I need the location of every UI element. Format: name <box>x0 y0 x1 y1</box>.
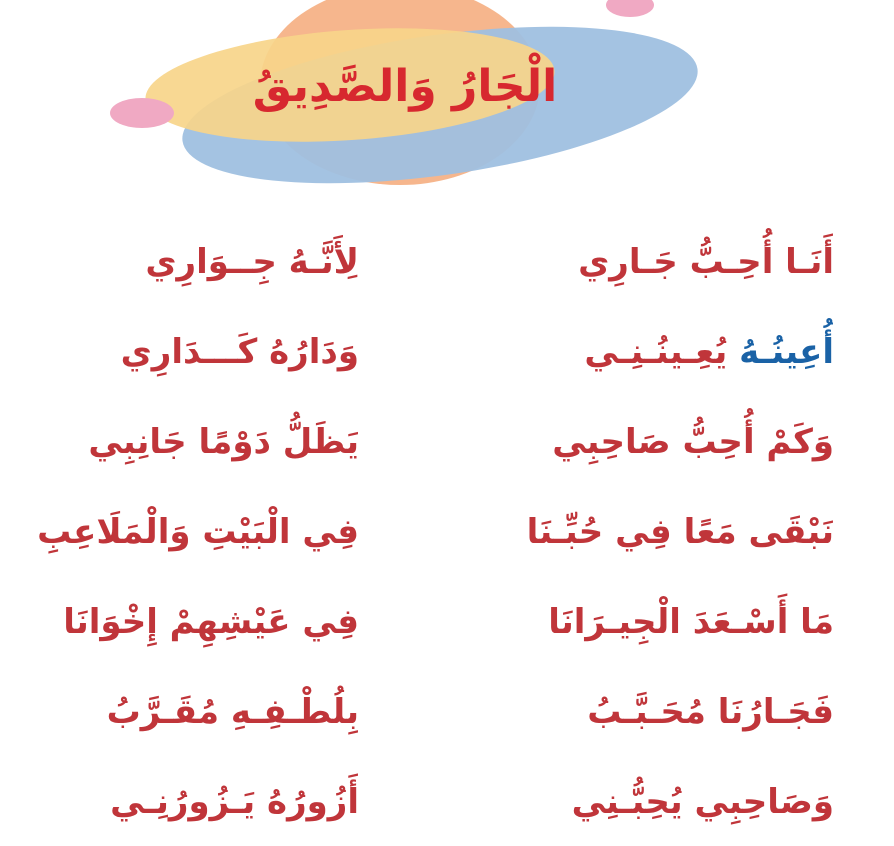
verse-left-1: لِأَنَّـهُ جِــوَارِي <box>145 242 359 282</box>
blob-pink-left <box>110 98 174 128</box>
verse-right-5: مَا أَسْـعَدَ الْجِيـرَانَا <box>548 602 834 642</box>
verse-right-4: نَبْقَى مَعًا فِي حُبِّـنَا <box>526 512 834 552</box>
blob-pink-top <box>606 0 654 17</box>
poem-body <box>0 220 894 840</box>
poem-title: الْجَارُ وَالصَّدِيقُ <box>252 61 558 112</box>
verse-right-6: فَجَـارُنَا مُحَـبَّـبُ <box>587 692 834 732</box>
verse-right-1: أَنَـا أُحِـبُّ جَـارِي <box>578 242 834 282</box>
verse-right-7: وَصَاحِبِي يُحِبُّـنِي <box>571 782 834 822</box>
verse-left-4: فِي الْبَيْتِ وَالْمَلَاعِبِ <box>37 512 359 552</box>
verse-left-5: فِي عَيْشِهِمْ إِخْوَانَا <box>63 602 359 642</box>
verse-left-7: أَزُورُهُ يَـزُورُنِـي <box>110 782 359 822</box>
verse-left-3: يَظَلُّ دَوْمًا جَانِبِي <box>88 422 359 462</box>
verse-right-2 <box>494 322 834 382</box>
verse-right-2-rest: يُعِـينُـنِـي <box>584 332 740 372</box>
verse-left-6: بِلُطْـفِـهِ مُقَـرَّبُ <box>106 692 359 732</box>
verse-right-3: وَكَمْ أُحِبُّ صَاحِبِي <box>552 422 834 462</box>
verse-highlight-word: أُعِينُـهُ <box>739 332 834 372</box>
verse-left-2: وَدَارُهُ كَـــدَارِي <box>120 332 359 372</box>
